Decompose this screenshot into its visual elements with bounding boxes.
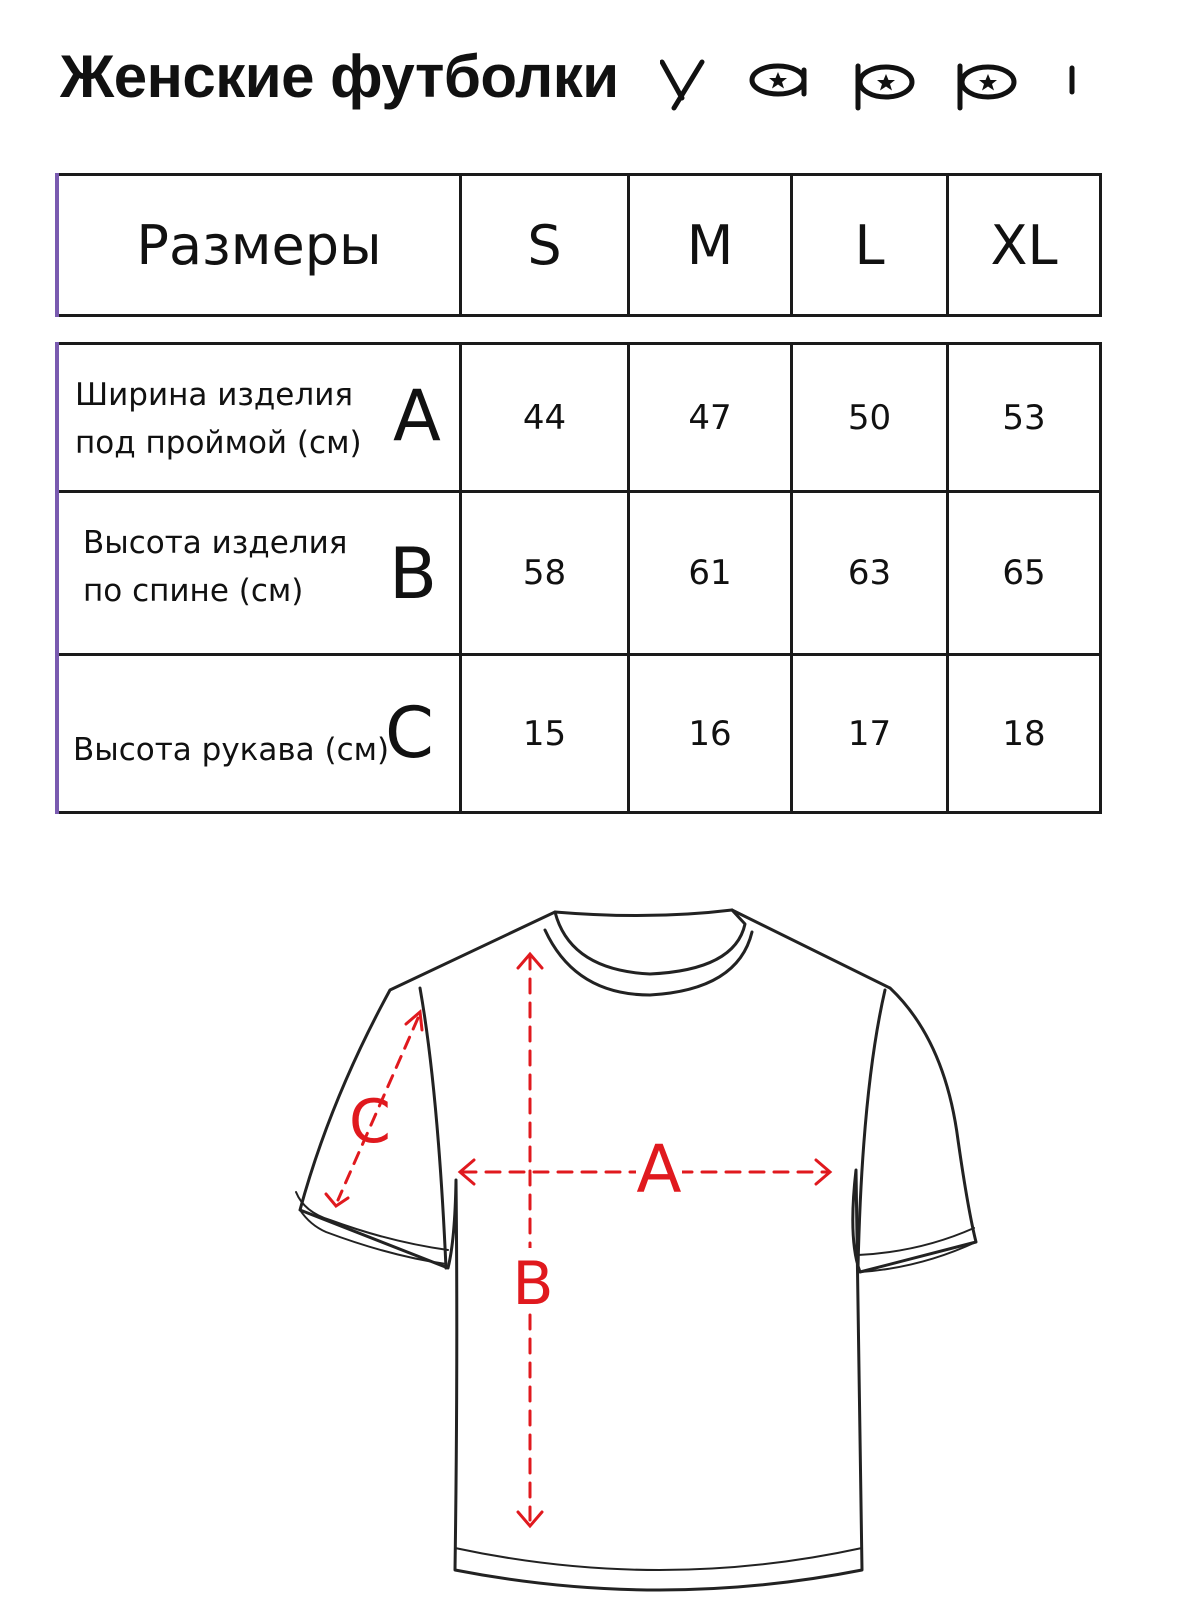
table-row [57, 344, 1101, 492]
measurement-arrows [326, 954, 830, 1526]
row-label-line1: Высота рукава (см) [73, 732, 390, 768]
row-label-line1: Высота изделия [83, 525, 348, 561]
row-letter: B [389, 533, 438, 615]
row-label-b [57, 492, 461, 655]
brand-logo [660, 52, 1080, 116]
value-cell: 61 [629, 492, 792, 655]
sizes-column-header: Размеры [57, 175, 461, 316]
value-cell: 50 [792, 344, 948, 492]
value-cell: 65 [948, 492, 1101, 655]
value-cell: 44 [461, 344, 629, 492]
value-cell: 53 [948, 344, 1101, 492]
value-cell: 17 [792, 655, 948, 813]
brand-logo-mark [660, 52, 1080, 112]
row-label-a [57, 344, 461, 492]
size-xl-header: XL [948, 175, 1101, 316]
row-letter: C [385, 692, 434, 774]
value-cell: 16 [629, 655, 792, 813]
tshirt-diagram-svg [0, 880, 1200, 1600]
diagram-label-b: B [512, 1249, 554, 1319]
value-cell: 58 [461, 492, 629, 655]
table-row [57, 492, 1101, 655]
row-letter: A [393, 375, 441, 457]
row-label-line2: по спине (см) [83, 573, 304, 609]
diagram-label-c: C [349, 1087, 391, 1157]
diagram-label-a: A [636, 1131, 682, 1208]
table-row [57, 655, 1101, 813]
size-header-row [57, 175, 1101, 316]
row-label-line1: Ширина изделия [75, 377, 353, 413]
size-l-header: L [792, 175, 948, 316]
tshirt-diagram [0, 880, 1200, 1604]
value-cell: 63 [792, 492, 948, 655]
value-cell: 47 [629, 344, 792, 492]
size-s-header: S [461, 175, 629, 316]
row-label-line2: под проймой (см) [75, 425, 362, 461]
size-values-table [55, 342, 1102, 814]
value-cell: 15 [461, 655, 629, 813]
size-m-header: M [629, 175, 792, 316]
row-label-c [57, 655, 461, 813]
tshirt-outline [296, 910, 976, 1590]
page-title: Женские футболки [60, 43, 619, 110]
value-cell: 18 [948, 655, 1101, 813]
size-header-table [55, 173, 1102, 317]
